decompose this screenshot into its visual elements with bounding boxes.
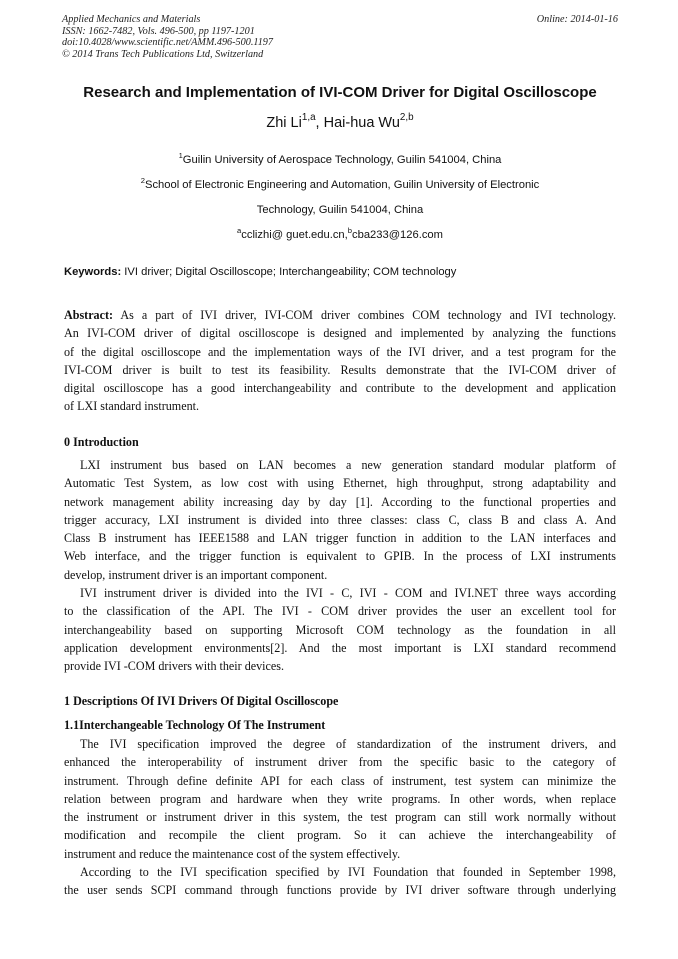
- paragraph-line: instrument. Through define definite API for each class of instrument, test system can minimize the: [64, 773, 616, 788]
- paragraph-line: relation between program and hardware when they write programs. In other words, when replace: [64, 791, 616, 806]
- email-superscript: a: [237, 225, 242, 235]
- section-heading-1: 1 Descriptions Of IVI Drivers Of Digital Oscilloscope: [64, 694, 339, 708]
- author-line: [40, 114, 640, 132]
- paragraph-line: modification and recompile the client program. So it can achieve the interchangeability of: [64, 828, 616, 843]
- section-1-1-paragraph-1: [64, 735, 616, 863]
- affiliation-2: [40, 175, 640, 192]
- affiliation-superscript: 1: [178, 150, 183, 160]
- abstract: [64, 306, 616, 416]
- paragraph-line: the user sends SCPI command through functions provide by IVI driver software through underlying: [64, 883, 616, 898]
- abstract-line: of LXI standard instrument.: [64, 399, 200, 414]
- paragraph-line: Web interface, and the trigger function is equivalent to GPIB. In the process of LXI instruments: [64, 549, 616, 564]
- author-superscript: 1,a: [301, 112, 316, 124]
- paragraph-line: instrument and reduce the maintenance cost of the system effectively.: [64, 846, 401, 861]
- paragraph-line: LXI instrument bus based on LAN becomes a new generation standard modular platform of: [80, 458, 616, 472]
- email-a: cclizhi@ guet.edu.cn,: [241, 229, 348, 241]
- paragraph-line: Automatic Test System, as low cost with using Ethernet, high throughput, strong adaptability and: [64, 476, 616, 491]
- affiliation-1: [40, 150, 640, 167]
- copyright-line: © 2014 Trans Tech Publications Ltd, Switzerland: [62, 48, 264, 60]
- abstract-label: Abstract:: [64, 308, 114, 322]
- paragraph-line: According to the IVI specification specified by IVI Foundation that founded in September 1998,: [80, 865, 616, 879]
- paragraph-line: interchangeability based on supporting Microsoft COM technology as the foundation in all: [64, 622, 616, 637]
- abstract-line: IVI-COM driver is built to test its feasibility. Results demonstrate that the IVI-COM driver of: [64, 362, 616, 377]
- affiliation-2-cont: Technology, Guilin 541004, China: [256, 204, 424, 216]
- author-name: Hai-hua Wu: [323, 115, 400, 131]
- paragraph-line: IVI instrument driver is divided into the IVI - C, IVI - COM and IVI.NET three ways according: [80, 586, 616, 600]
- abstract-line: Abstract: As a part of IVI driver, IVI-COM driver combines COM technology and IVI technology.: [64, 308, 616, 322]
- issn-line: ISSN: 1662-7482, Vols. 496-500, pp 1197-1201: [62, 25, 255, 37]
- intro-paragraph-2: [64, 584, 616, 675]
- affiliation-superscript: 2: [140, 175, 145, 185]
- keywords-line: [64, 265, 616, 279]
- paragraph-line: Class B instrument has IEEE1588 and LAN trigger function in addition to the LAN interfaces and: [64, 531, 616, 546]
- author-name: Zhi Li: [266, 115, 302, 131]
- paragraph-line: provide IVI -COM drivers with their devices.: [64, 659, 284, 674]
- paragraph-line: enhanced the interoperability of instrument driver from the specific basic to the category of: [64, 755, 616, 770]
- journal-name: Applied Mechanics and Materials: [62, 14, 201, 25]
- paper-title: Research and Implementation of IVI-COM Driver for Digital Oscilloscope: [83, 84, 597, 101]
- paragraph-line: trigger accuracy, LXI instrument is divided into three classes: class C, class B and class A. And: [64, 512, 616, 527]
- paragraph-line: The IVI specification improved the degree of standardization of the instrument drivers, and: [80, 737, 616, 751]
- abstract-line: digital oscilloscope has a good interchangeability and contribute to the development and application: [64, 381, 616, 396]
- affiliation-text: Guilin University of Aerospace Technology, Guilin 541004, China: [182, 154, 502, 166]
- paragraph-line: develop, instrument driver is an important component.: [64, 567, 328, 582]
- paragraph-line: to the classification of the API. The IVI - COM driver provides the user an excellent tool for: [64, 604, 616, 619]
- paragraph-line: the instrument or instrument driver in this system, the test program can still work normally without: [64, 810, 616, 825]
- paragraph-line: application development environments[2]. And the most important is LXI standard recommend: [64, 640, 616, 655]
- keywords-label: Keywords:: [64, 266, 122, 278]
- doi-line: doi:10.4028/www.scientific.net/AMM.496-500.1197: [62, 37, 273, 49]
- subsection-heading-1-1: 1.1Interchangeable Technology Of The Instrument: [64, 718, 326, 732]
- online-date: Online: 2014-01-16: [536, 14, 618, 25]
- section-1-1-paragraph-2: [64, 863, 616, 900]
- author-separator: ,: [315, 115, 324, 131]
- paragraph-line: network management ability increasing day by day [1]. According to the functional properties and: [64, 494, 616, 509]
- email-b: cba233@126.com: [352, 229, 443, 241]
- email-superscript: b: [347, 225, 352, 235]
- email-line: [40, 225, 640, 242]
- author-superscript: 2,b: [399, 112, 414, 124]
- section-heading-introduction: 0 Introduction: [64, 435, 139, 449]
- abstract-line: of the digital oscilloscope and the implementation ways of the IVI driver, and a test program for the: [64, 344, 616, 359]
- intro-paragraph-1: [64, 456, 616, 584]
- keywords-text: IVI driver; Digital Oscilloscope; Interchangeability; COM technology: [121, 266, 457, 278]
- journal-header: [62, 14, 618, 60]
- affiliation-text: School of Electronic Engineering and Automation, Guilin University of Electronic: [144, 179, 540, 191]
- abstract-line: An IVI-COM driver of digital oscilloscope is designed and implemented by analyzing the functions: [64, 326, 616, 341]
